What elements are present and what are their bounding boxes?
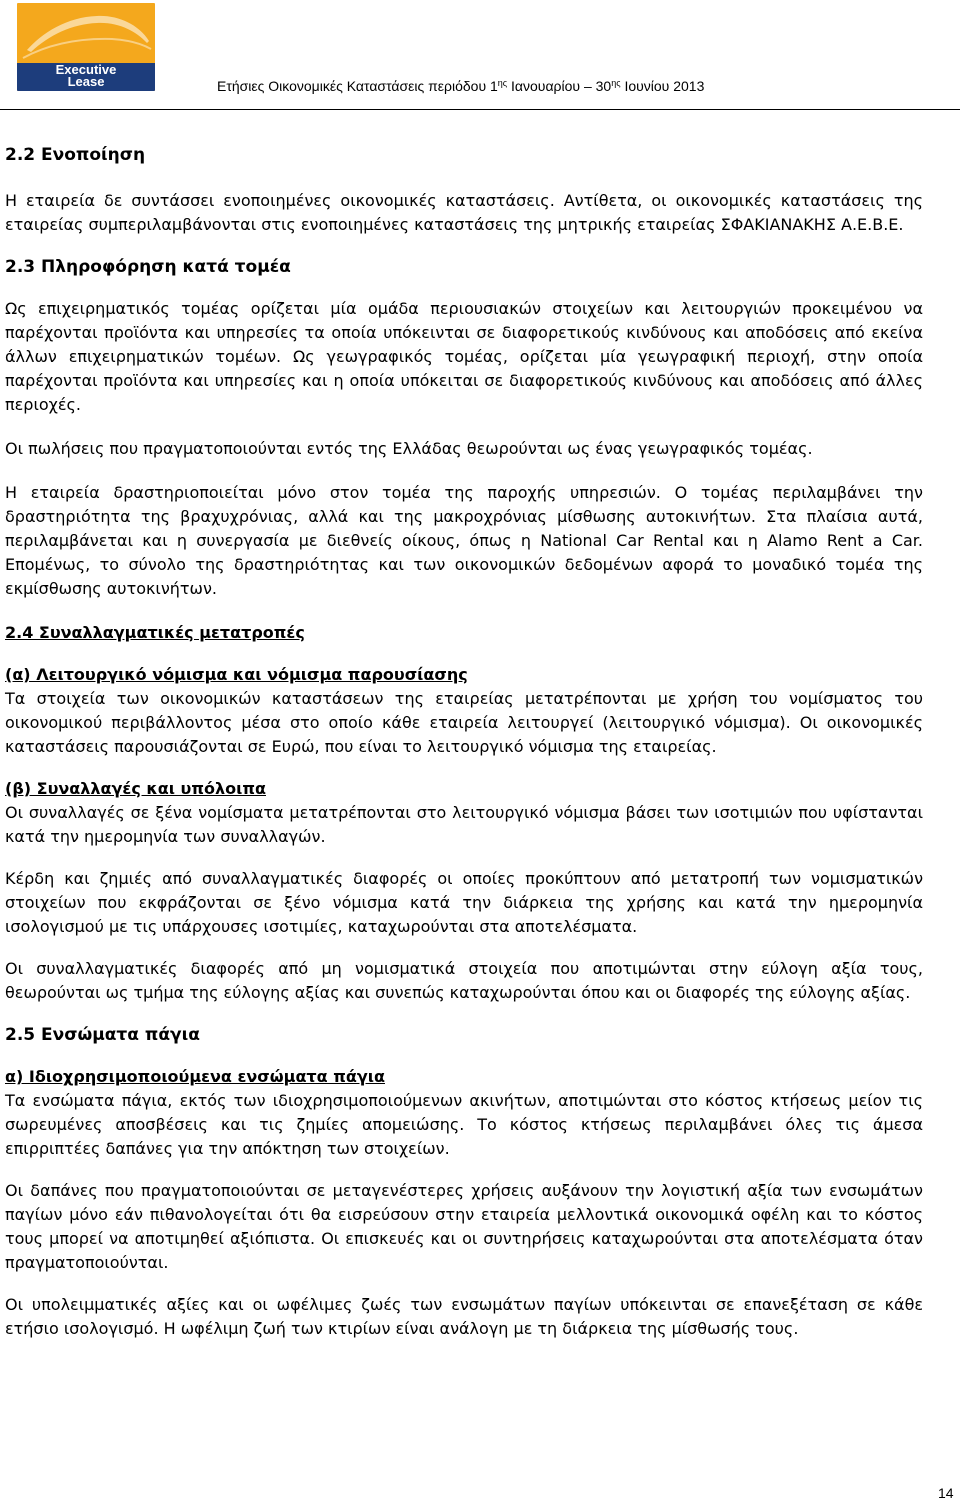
paragraph-subsequent-costs: Οι δαπάνες που πραγματοποιούνται σε μεταγενέστερες χρήσεις αυξάνουν την λογιστική αξία των ενσωμάτων παγίων μόνο εάν πιθανολογείται ότι θα εισρεύσουν στην εταιρεία μελλοντικά οικονομικά οφέλη και το κόστος τους μπορεί να αποτιμηθεί αξιόπιστα. Οι επισκευές και οι συντηρήσεις καταχωρούνται στα αποτελέσματα όταν πραγματοποιούνται.: [5, 1181, 923, 1272]
paragraph-geographic-sales: Οι πωλήσεις που πραγματοποιούνται εντός της Ελλάδας θεωρούνται ως ένας γεωγραφικός τομέας.: [5, 439, 813, 458]
logo-text-executive: Executive: [55, 62, 117, 77]
page-content: [5, 143, 923, 1341]
heading-2-2: 2.2 Ενοποίηση: [5, 145, 146, 165]
document-title: [217, 78, 704, 94]
paragraph-foreign-transactions: Οι συναλλαγές σε ξένα νομίσματα μετατρέπονται στο λειτουργικό νόμισμα βάσει των ισοτιμιών που υφίστανται κατά την ημερομηνία των συναλλαγών.: [5, 803, 923, 846]
paragraph-residual-values: Οι υπολειμματικές αξίες και οι ωφέλιμες ζωές των ενσωμάτων παγίων υπόκεινται σε επανεξέταση σε κάθε ετήσιο ισολογισμό. Η ωφέλιμη ζωή των κτιρίων είναι ανάλογη με τη διάρκεια της μίσθωσής τους.: [5, 1295, 923, 1338]
heading-2-5: 2.5 Ενσώματα πάγια: [5, 1025, 200, 1045]
logo-text-lease: Lease: [67, 74, 105, 89]
paragraph-services-sector: Η εταιρεία δραστηριοποιείται μόνο στον τομέα της παροχής υπηρεσιών. Ο τομέας περιλαμβάνει την δραστηριότητα της βραχυχρόνιας, αλλά και της μακροχρόνιας μίσθωσης αυτοκινήτων. Στα πλαίσια αυτά, περιλαμβάνεται και η συνεργασία με διεθνείς οίκους, όπως η National Car Rental και η Alamo Rent a Car. Επομένως, το σύνολο της δραστηριότητας και των οικονομικών δεδομένων αφορά το μοναδικό τομέα της εκμίσθωσης αυτοκινήτων.: [5, 483, 923, 598]
paragraph-functional-currency: Τα στοιχεία των οικονομικών καταστάσεων της εταιρείας μετατρέπονται με χρήση του νομίσματος του οικονομικού περιβάλλοντος μέσα στο οποίο κάθε εταιρεία λειτουργεί (λειτουργικό νόμισμα). Οι οικονομικές καταστάσεις παρουσιάζονται σε Ευρώ, που είναι το λειτουργικό νόμισμα της εταιρείας.: [5, 689, 923, 756]
heading-2-3: 2.3 Πληροφόρηση κατά τομέα: [5, 257, 291, 277]
title-sup-1: ης: [497, 78, 508, 88]
company-logo: [17, 3, 155, 91]
subheading-transactions-balances: (β) Συναλλαγές και υπόλοιπα: [5, 779, 266, 798]
paragraph-non-monetary-items: Οι συναλλαγματικές διαφορές από μη νομισματικά στοιχεία που αποτιμώνται στην εύλογη αξία τους, θεωρούνται ως τμήμα της εύλογης αξίας και συνεπώς καταχωρούνται όπου και οι διαφορές της εύλογης αξίας.: [5, 959, 923, 1002]
paragraph-fixed-assets-cost: Τα ενσώματα πάγια, εκτός των ιδιοχρησιμοποιούμενων ακινήτων, αποτιμώνται στο κόστος κτήσεως μείον τις σωρευμένες αποσβέσεις και τις ζημίες απομειώσης. Το κόστος κτήσεως περιλαμβάνει όλες τις άμεσα επιρριπτέες δαπάνες για την απόκτηση των στοιχείων.: [5, 1091, 923, 1158]
title-sup-2: ης: [611, 78, 621, 88]
paragraph-consolidation: Η εταιρεία δε συντάσσει ενοποιημένες οικονομικές καταστάσεις. Αντίθετα, οι οικονομικές καταστάσεις της εταιρείας συμπεριλαμβάνονται στις ενοποιημένες καταστάσεις της μητρικής εταιρείας ΣΦΑΚΙΑΝΑΚΗΣ Α.Ε.Β.Ε.: [5, 191, 923, 234]
header-divider: [0, 109, 960, 110]
heading-2-4: 2.4 Συναλλαγματικές μετατροπές: [5, 623, 305, 642]
car-silhouette-icon: [17, 3, 155, 65]
subheading-functional-currency: (α) Λειτουργικό νόμισμα και νόμισμα παρουσίασης: [5, 665, 468, 684]
paragraph-fx-gains-losses: Κέρδη και ζημιές από συναλλαγματικές διαφορές οι οποίες προκύπτουν από μετατροπή των νομισματικών στοιχείων που εκφράζονται σε ξένο νόμισμα κατά την διάρκεια της χρήσης και κατά την ημερομηνία ισολογισμού με τις υπάρχουσες ισοτιμίες, καταχωρούνται στα αποτελέσματα.: [5, 869, 923, 936]
title-part-2: Ιανουαρίου – 30: [507, 78, 612, 94]
paragraph-segments-definition: Ως επιχειρηματικός τομέας ορίζεται μία ομάδα περιουσιακών στοιχείων και λειτουργιών προκειμένου να παρέχονται προϊόντα και υπηρεσίες τα οποία υπόκεινται σε διαφορετικούς κινδύνους και αποδόσεις από εκείνα άλλων επιχειρηματικών τομέων. Ως γεωγραφικός τομέας, ορίζεται μία γεωγραφική περιοχή, στην οποία παρέχονται προϊόντα και υπηρεσίες και η οποία υπόκειται σε διαφορετικούς κινδύνους και αποδόσεις από άλλες περιοχές.: [5, 299, 923, 414]
subheading-own-use-fixed-assets: α) Ιδιοχρησιμοποιούμενα ενσώματα πάγια: [5, 1067, 385, 1086]
page-number: 14: [938, 1485, 954, 1501]
title-part-1: Ετήσιες Οικονομικές Καταστάσεις περιόδου 1: [217, 78, 498, 94]
title-part-3: Ιουνίου 2013: [620, 78, 705, 94]
page-header: [0, 0, 960, 110]
